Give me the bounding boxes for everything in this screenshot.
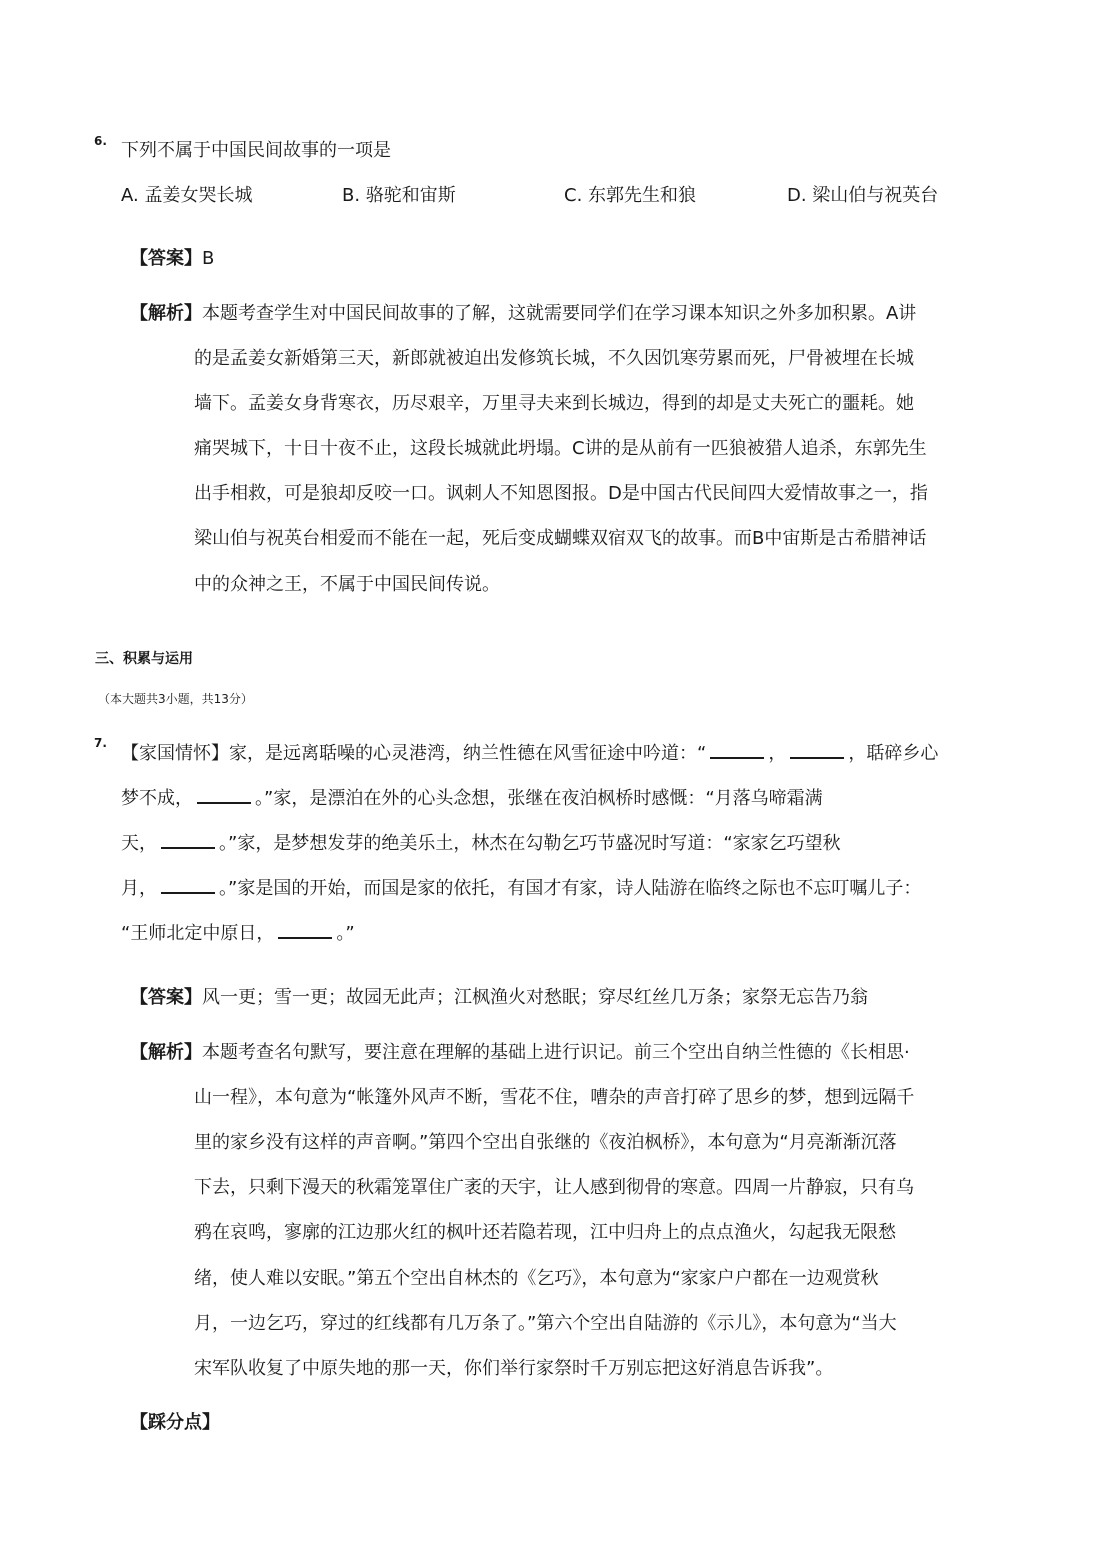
analysis-line: 鸦在哀鸣，寥廓的江边那火红的枫叶还若隐若现，江中归舟上的点点渔火，勾起我无限愁 <box>194 1222 896 1243</box>
answer-value: 风一更；雪一更；故园无此声；江枫渔火对愁眠；穿尽红丝几万条；家祭无忘告乃翁 <box>202 987 868 1008</box>
section-title: 三、积累与运用 <box>95 651 193 667</box>
option-a: A. 孟姜女哭长城 <box>121 185 253 206</box>
answer-label: 【答案】 <box>130 248 202 269</box>
analysis-label: 【解析】 <box>130 303 202 324</box>
answer-blank[interactable] <box>161 833 215 849</box>
analysis-line: 里的家乡没有这样的声音啊。”第四个空出自张继的《夜泊枫桥》，本句意为“月亮渐渐沉落 <box>194 1132 897 1153</box>
question-7-stem-line: 【家国情怀】家，是远离聒噪的心灵港湾，纳兰性德在风雪征途中吟道：“ ， ，聒碎乡心 <box>121 743 939 764</box>
q7-answer-row <box>130 983 868 1009</box>
analysis-line: 月，一边乞巧，穿过的红线都有几万条了。”第六个空出自陆游的《示儿》，本句意为“当大 <box>194 1313 897 1334</box>
answer-blank[interactable] <box>710 743 764 759</box>
analysis-line: 宋军队收复了中原失地的那一天，你们举行家祭时千万别忘把这好消息告诉我”。 <box>194 1358 834 1379</box>
analysis-line: 山一程》，本句意为“帐篷外风声不断，雪花不住，嘈杂的声音打碎了思乡的梦，想到远隔千 <box>194 1087 915 1108</box>
analysis-line: 出手相救，可是狼却反咬一口。讽刺人不知恩图报。D是中国古代民间四大爱情故事之一，指 <box>194 483 928 504</box>
question-7-stem-line: 月， 。”家是国的开始，而国是家的依托，有国才有家，诗人陆游在临终之际也不忘叮嘱儿子： <box>121 878 922 899</box>
question-6-stem: 下列不属于中国民间故事的一项是 <box>121 140 391 161</box>
analysis-line: 本题考查名句默写，要注意在理解的基础上进行识记。前三个空出自纳兰性德的《长相思· <box>202 1042 910 1063</box>
q6-answer-row <box>130 244 214 270</box>
analysis-line: 梁山伯与祝英台相爱而不能在一起，死后变成蝴蝶双宿双飞的故事。而B中宙斯是古希腊神话 <box>194 528 927 549</box>
question-6-number: 6. <box>94 134 107 148</box>
question-7-number: 7. <box>94 736 107 750</box>
answer-blank[interactable] <box>278 923 332 939</box>
option-b: B. 骆驼和宙斯 <box>342 185 456 206</box>
analysis-line: 本题考查学生对中国民间故事的了解，这就需要同学们在学习课本知识之外多加积累。A讲 <box>202 303 917 324</box>
analysis-line: 痛哭城下，十日十夜不止，这段长城就此坍塌。C讲的是从前有一匹狼被猎人追杀，东郭先生 <box>194 438 927 459</box>
q6-analysis-first-line <box>130 299 916 325</box>
answer-label: 【答案】 <box>130 987 202 1008</box>
question-7-stem-line: 天， 。”家，是梦想发芽的绝美乐土，林杰在勾勒乞巧节盛况时写道：“家家乞巧望秋 <box>121 833 841 854</box>
question-7-stem-line: 梦不成， 。”家，是漂泊在外的心头念想，张继在夜泊枫桥时感慨：“月落乌啼霜满 <box>121 788 823 809</box>
analysis-label: 【解析】 <box>130 1042 202 1063</box>
answer-blank[interactable] <box>161 878 215 894</box>
score-points-label: 【踩分点】 <box>130 1412 220 1433</box>
question-7-stem-line: “王师北定中原日， 。” <box>121 923 355 944</box>
analysis-line: 绪，使人难以安眠。”第五个空出自林杰的《乞巧》，本句意为“家家户户都在一边观赏秋 <box>194 1268 879 1289</box>
answer-blank[interactable] <box>197 788 251 804</box>
answer-blank[interactable] <box>790 743 844 759</box>
option-c: C. 东郭先生和狼 <box>564 185 697 206</box>
answer-value: B <box>202 248 215 269</box>
option-d: D. 梁山伯与祝英台 <box>787 185 939 206</box>
section-subtitle: （本大题共3小题，共13分） <box>98 692 253 706</box>
analysis-line: 中的众神之王，不属于中国民间传说。 <box>194 574 500 595</box>
analysis-line: 墙下。孟姜女身背寒衣，历尽艰辛，万里寻夫来到长城边，得到的却是丈夫死亡的噩耗。她 <box>194 393 914 414</box>
q7-analysis-first-line <box>130 1038 910 1064</box>
analysis-line: 下去，只剩下漫天的秋霜笼罩住广袤的天宇，让人感到彻骨的寒意。四周一片静寂，只有乌 <box>194 1177 914 1198</box>
analysis-line: 的是孟姜女新婚第三天，新郎就被迫出发修筑长城，不久因饥寒劳累而死，尸骨被埋在长城 <box>194 348 914 369</box>
